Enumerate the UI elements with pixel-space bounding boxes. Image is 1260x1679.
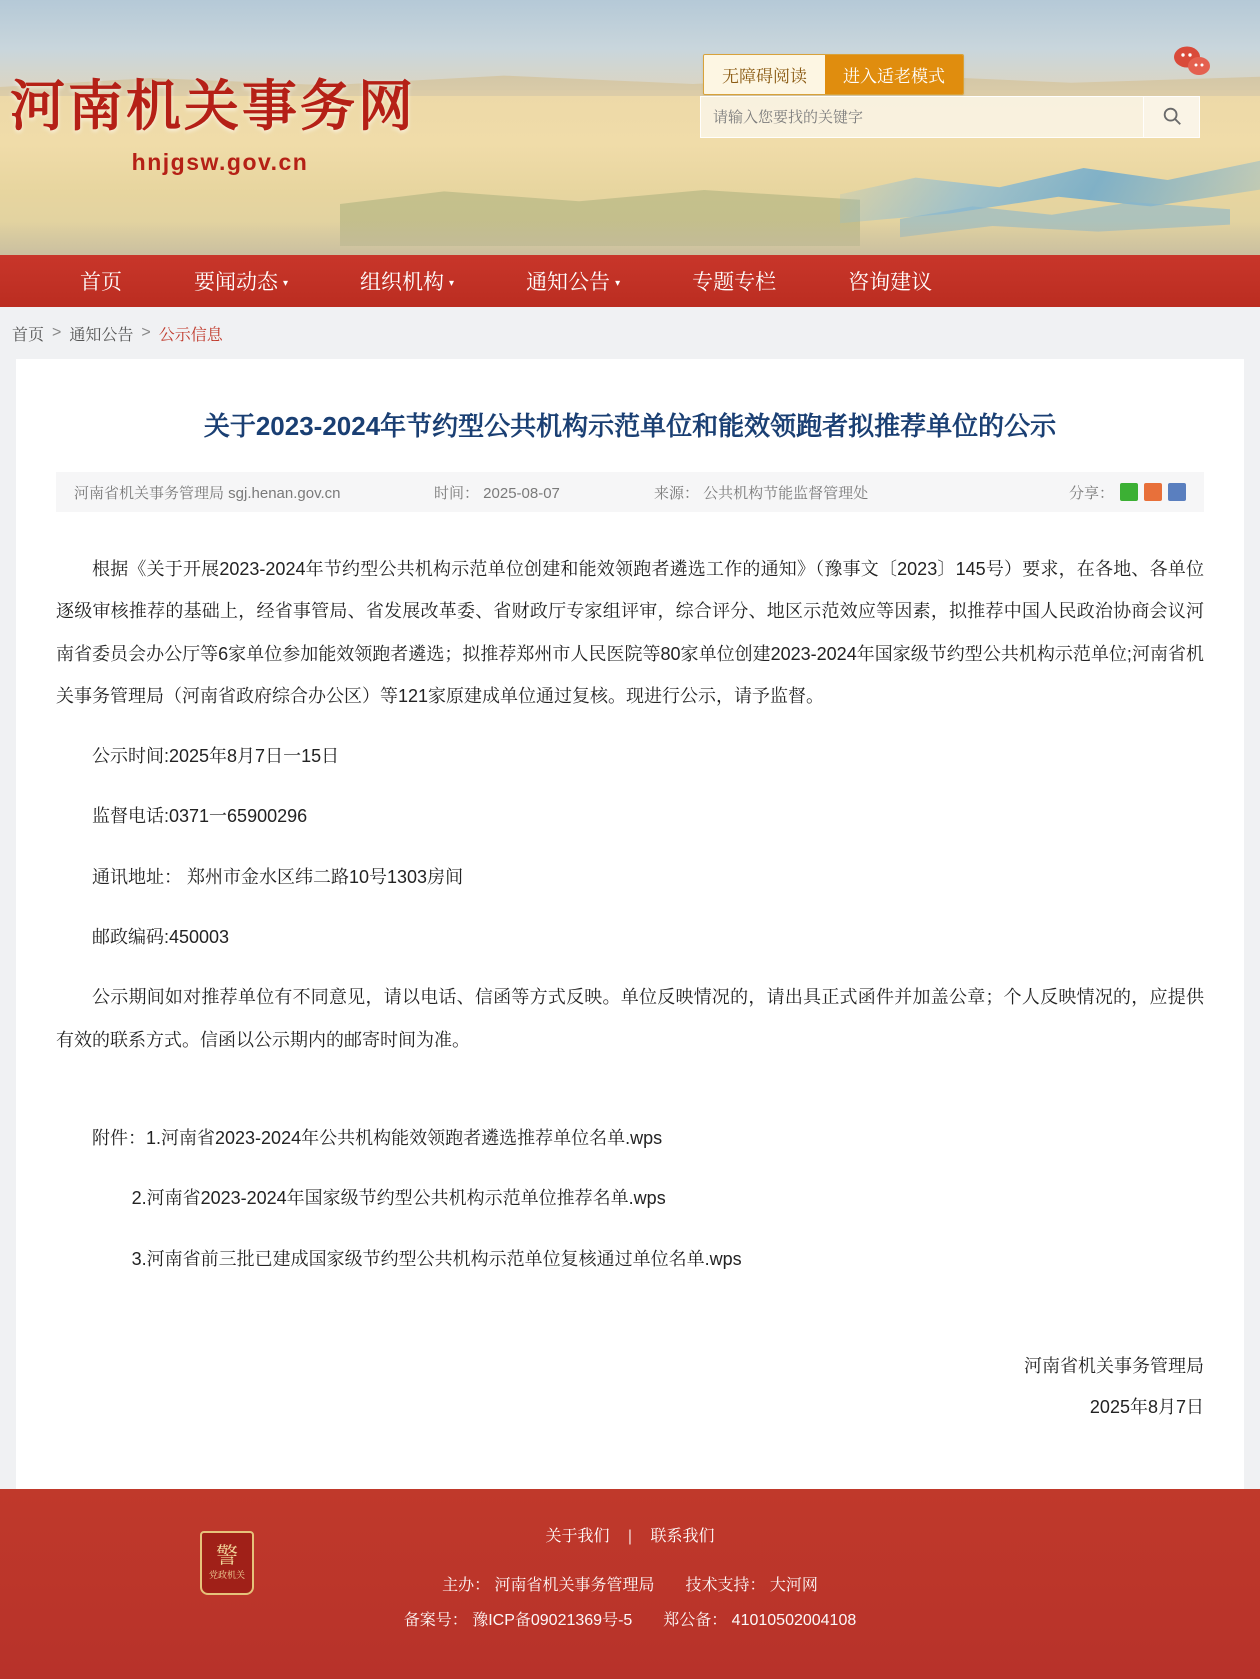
page-title: 关于2023-2024年节约型公共机构示范单位和能效领跑者拟推荐单位的公示	[203, 411, 1057, 441]
footer-icp-value[interactable]: 豫ICP备09021369号-5	[472, 1611, 633, 1629]
article-signature	[56, 1298, 1204, 1429]
meta-source: 来源： 公共机构节能监督管理处	[654, 484, 869, 502]
footer-icp-label: 备案号：	[403, 1611, 468, 1629]
wechat-share-icon[interactable]	[1120, 483, 1138, 501]
nav-item-consultation[interactable]	[812, 255, 968, 307]
footer-icp-row	[0, 1603, 1260, 1638]
footer-host-row	[0, 1568, 1260, 1603]
footer-host-value: 河南省机关事务管理局	[494, 1576, 655, 1594]
site-logo[interactable]	[10, 62, 440, 176]
attachment-link-2[interactable]: 2.河南省2023-2024年国家级节约型公共机构示范单位推荐名单.wps	[131, 1188, 666, 1209]
nav-item-news[interactable]	[158, 255, 324, 307]
article-paragraph-feedback: 公示期间如对推荐单位有不同意见，请以电话、信函等方式反映。单位反映情况的，请出具正式函件并加盖公章；个人反映情况的，应提供有效的联系方式。信函以公示期内的邮寄时间为准。	[56, 987, 1204, 1050]
nav-item-label: 要闻动态	[194, 271, 278, 294]
accessibility-toolbar[interactable]	[703, 54, 964, 95]
footer-support-value[interactable]: 大河网	[769, 1576, 818, 1594]
footer-support-label: 技术支持：	[685, 1576, 766, 1594]
wechat-icon[interactable]	[1172, 44, 1212, 80]
postal-code-line: 邮政编码:450003	[92, 927, 230, 948]
accessibility-reading-button[interactable]: 无障碍阅读	[704, 55, 825, 94]
nav-item-organization[interactable]	[324, 255, 490, 307]
nav-item-label: 专题专栏	[692, 271, 777, 294]
site-name-cn: 河南机关事务网	[10, 74, 417, 138]
article-card	[16, 359, 1244, 1489]
notice-period-line: 公示时间:2025年8月7日一15日	[92, 746, 340, 767]
article-meta	[56, 472, 1204, 512]
share-group[interactable]	[1069, 482, 1186, 503]
meta-department: 河南省机关事务管理局 sgj.henan.gov.cn	[74, 484, 341, 502]
search-input[interactable]	[701, 97, 1143, 137]
footer-divider: |	[627, 1527, 633, 1545]
emblem-text: 党政机关	[208, 1569, 245, 1580]
site-footer	[0, 1489, 1260, 1679]
attachment-link-3[interactable]: 3.河南省前三批已建成国家级节约型公共机构示范单位复核通过单位名单.wps	[131, 1248, 742, 1269]
attachment-link-1[interactable]: 1.河南省2023-2024年公共机构能效领跑者遴选推荐单位名单.wps	[146, 1127, 663, 1148]
main-nav[interactable]	[0, 255, 1260, 307]
attachment-label-line	[56, 1079, 1204, 1159]
site-banner	[0, 0, 1260, 255]
weibo-share-icon[interactable]	[1144, 483, 1162, 501]
share-label: 分享：	[1068, 484, 1114, 502]
qzone-share-icon[interactable]	[1168, 483, 1186, 501]
article-paragraph: 根据《关于开展2023-2024年节约型公共机构示范单位创建和能效领跑者遴选工作的通知》（豫事文〔2023〕145号）要求，在各地、各单位逐级审核推荐的基础上，经省事管局、省发展改革委、省财政厅专家组评审，综合评分、地区示范效应等因素，拟推荐中国人民政治协商会议河南省委员会办公厅等6家单位参加能效领跑者遴选；拟推荐郑州市人民医院等80家单位创建2023-2024年国家级节约型公共机构示范单位;河南省机关事务管理局（河南省政府综合办公区）等121家原建成单位通过复核。现进行公示，请予监督。	[56, 559, 1204, 706]
footer-host-label: 主办：	[442, 1576, 491, 1594]
nav-item-label: 通知公告	[526, 271, 611, 294]
banner-bottom-fade	[0, 221, 1260, 255]
attachment-label: 附件：	[92, 1127, 146, 1148]
search-button[interactable]	[1143, 97, 1199, 137]
nav-item-label: 首页	[80, 271, 122, 294]
signature-date: 2025年8月7日	[1089, 1397, 1204, 1418]
article-body	[56, 512, 1204, 1280]
footer-links[interactable]	[0, 1523, 1260, 1546]
emblem-glyph: 警	[215, 1542, 238, 1568]
chevron-down-icon: ▾	[449, 277, 455, 289]
breadcrumb	[0, 307, 1260, 359]
chevron-down-icon: ▾	[615, 277, 621, 289]
nav-item-label: 咨询建议	[848, 271, 933, 294]
nav-item-special-topics[interactable]	[656, 255, 812, 307]
breadcrumb-separator: >	[141, 324, 151, 341]
footer-about-link[interactable]: 关于我们	[545, 1527, 610, 1545]
search-icon	[1161, 105, 1183, 130]
meta-time: 时间： 2025-08-07	[434, 484, 560, 502]
site-domain: hnjgsw.gov.cn	[131, 149, 309, 175]
footer-contact-link[interactable]: 联系我们	[650, 1527, 715, 1545]
footer-police-value[interactable]: 41010502004108	[731, 1611, 857, 1629]
footer-police-label: 郑公备：	[663, 1611, 728, 1629]
breadcrumb-separator: >	[52, 324, 62, 341]
attachment-line-2	[56, 1177, 1204, 1219]
nav-item-announcements[interactable]	[490, 255, 656, 307]
nav-item-label: 组织机构	[360, 271, 445, 294]
elder-mode-button[interactable]: 进入适老模式	[825, 55, 963, 94]
nav-item-home[interactable]	[44, 255, 158, 307]
breadcrumb-level2[interactable]: 通知公告	[69, 326, 134, 344]
breadcrumb-home[interactable]: 首页	[12, 326, 45, 344]
breadcrumb-current: 公示信息	[158, 326, 223, 344]
search-box[interactable]	[700, 96, 1200, 138]
attachment-line-3	[56, 1238, 1204, 1280]
mailing-address-line: 通讯地址： 郑州市金水区纬二路10号1303房间	[92, 866, 464, 887]
chevron-down-icon: ▾	[283, 277, 289, 289]
signature-org: 河南省机关事务管理局	[1024, 1355, 1204, 1376]
supervision-phone-line: 监督电话:0371一65900296	[92, 806, 308, 827]
